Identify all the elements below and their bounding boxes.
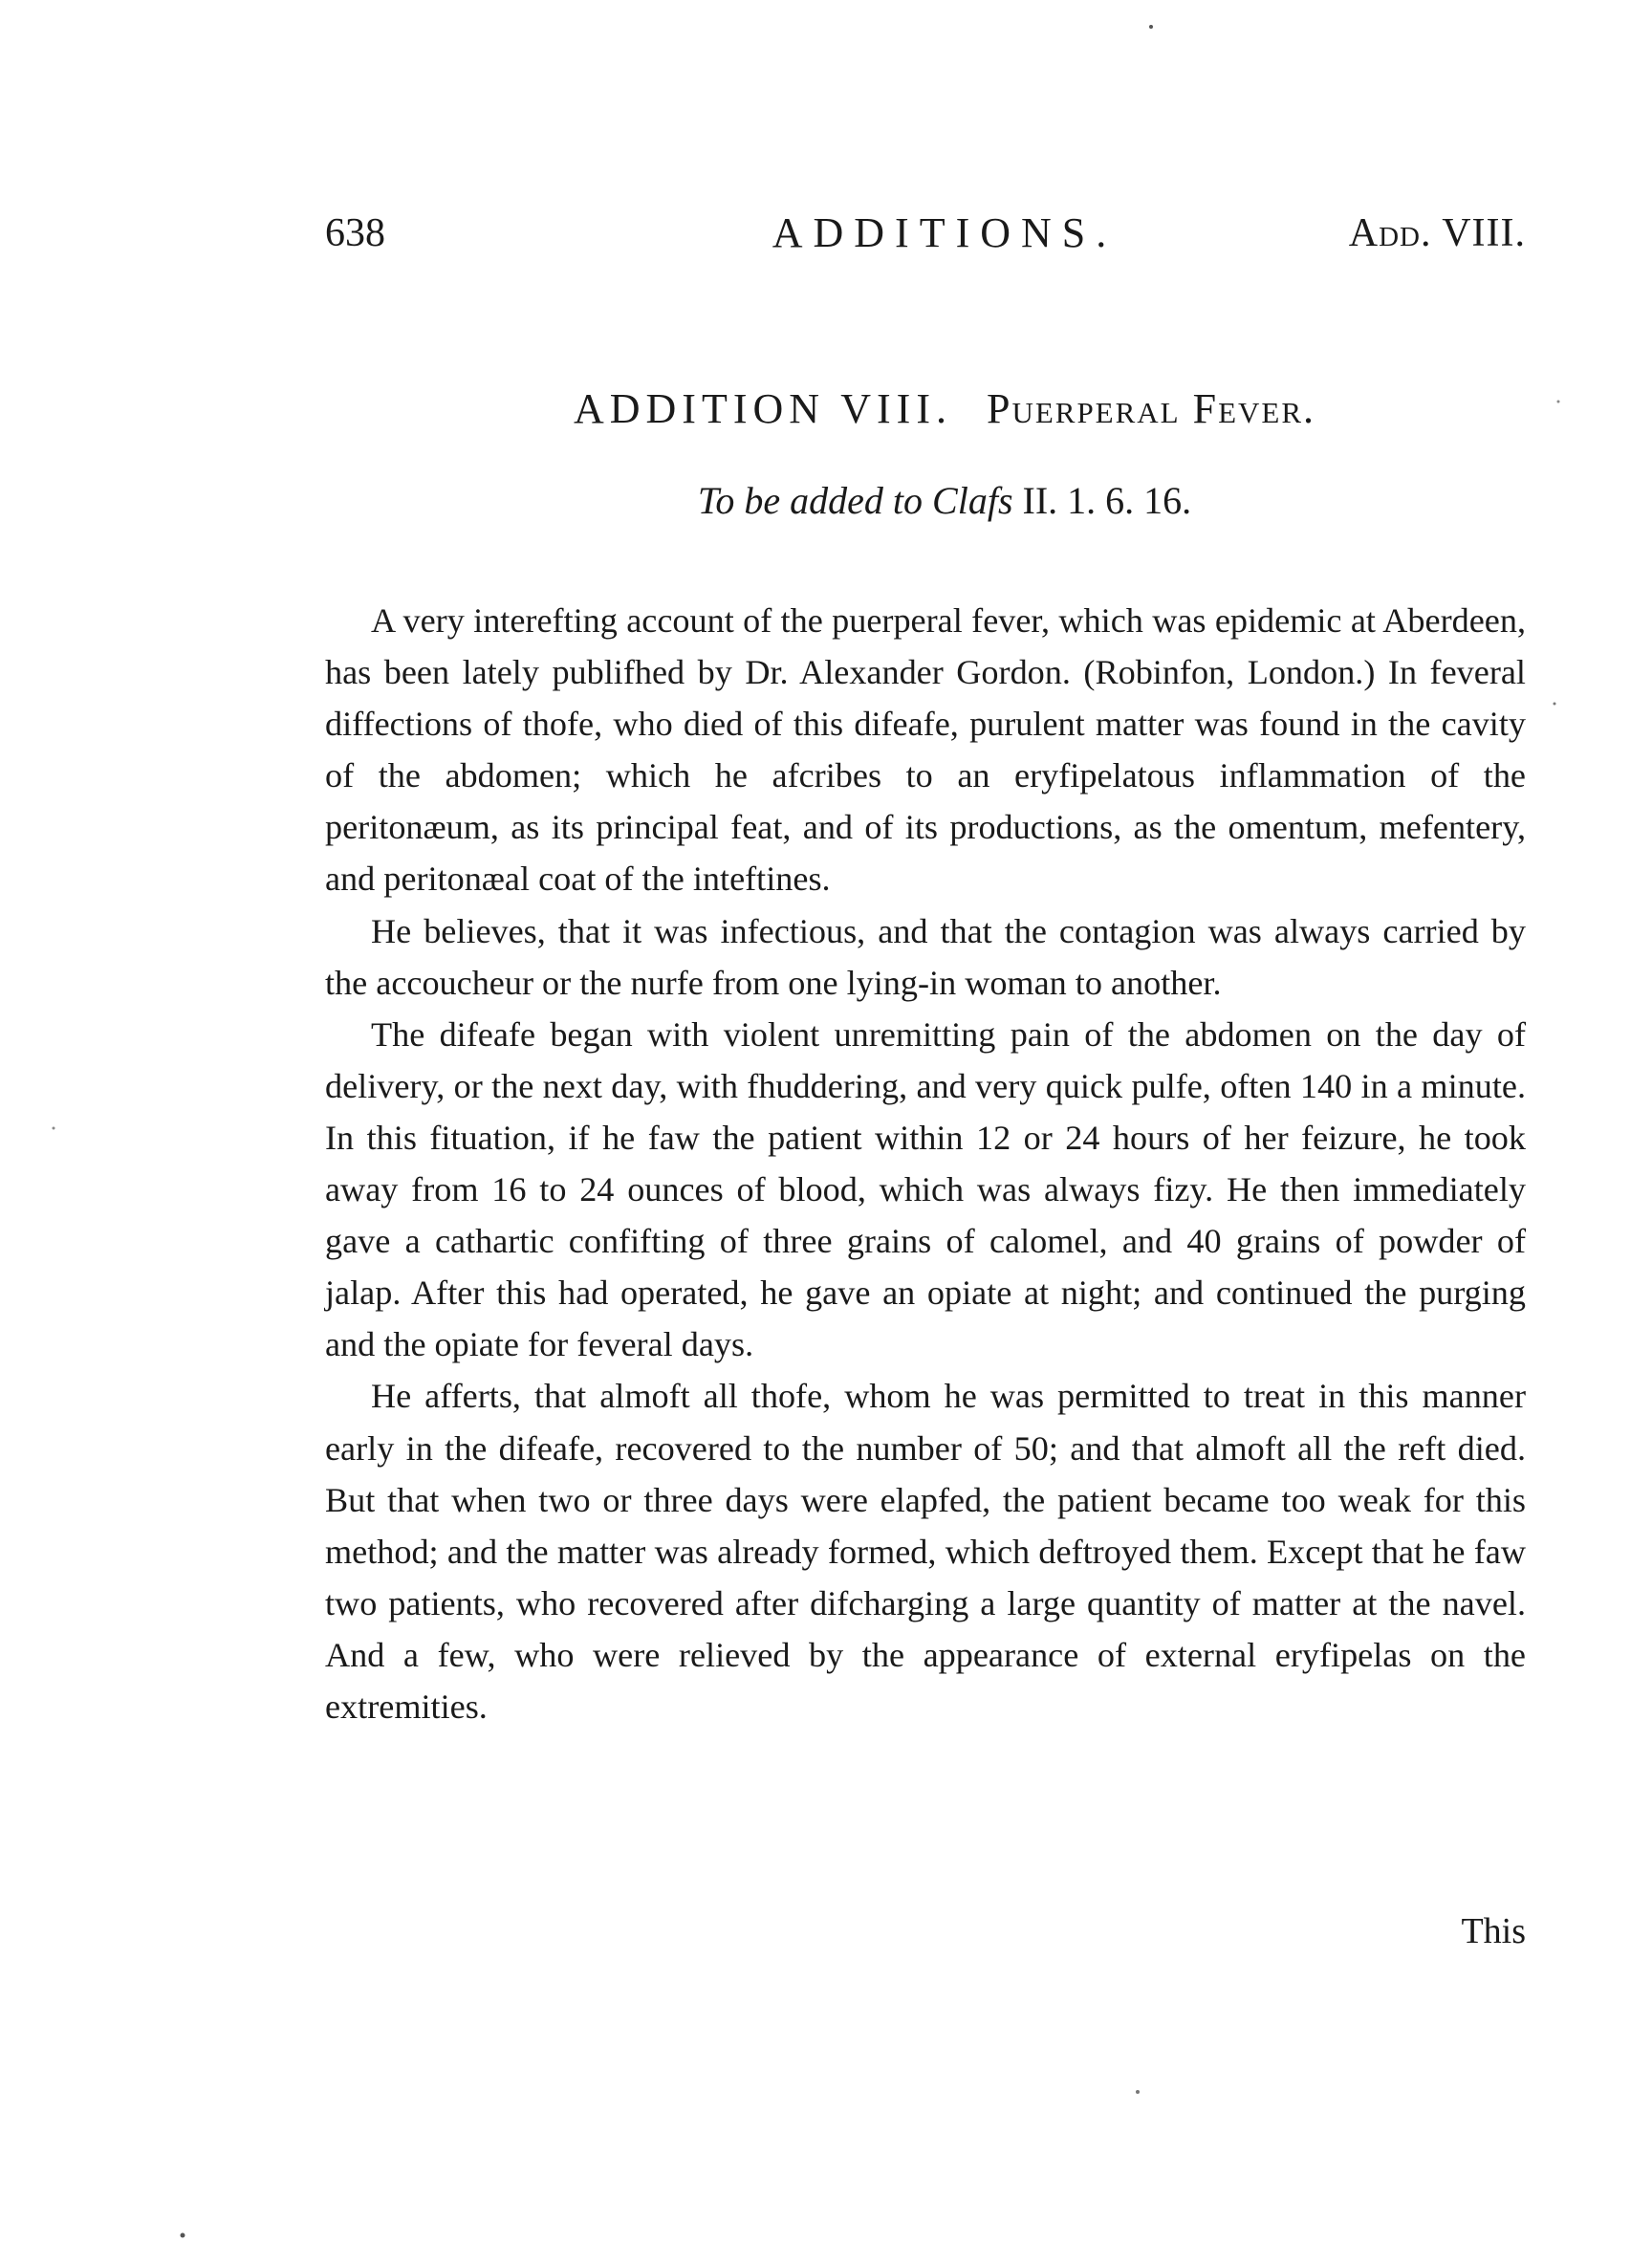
classification-reference-number: II. 1. 6. 16. xyxy=(1012,479,1192,522)
paragraph-outcomes: He afferts, that almoft all thofe, whom he was permitted to treat in this manner early in the difeafe, recovered to the number of 50; and that almoft all the reft died. But that when two or three days were elapfed, the patient became too weak for this method; and the matter was already formed, which deftroyed them. Except that he faw two patients, who recovered after difcharging a large quantity of matter at the navel. And a few, who were relieved by the appearance of external eryfipelas on the extremities. xyxy=(325,1377,1526,1726)
page-number: 638 xyxy=(325,211,385,255)
running-head xyxy=(325,205,1526,262)
addition-heading-number: ADDITION VIII. xyxy=(573,385,952,432)
body-text xyxy=(325,595,1526,1732)
paragraph-treatment: The difeafe began with violent unremitting pain of the abdomen on the day of delivery, or the next day, with fhuddering, and very quick pulfe, often 140 in a minute. In this fituation, if he faw the patient within 12 or 24 hours of her feizure, he took away from 16 to 24 ounces of blood, which was always fizy. He then immediately gave a cathartic confifting of three grains of calomel, and 40 grains of powder of jalap. After this had operated, he gave an opiate at night; and continued the purging and the opiate for feveral days. xyxy=(325,1014,1526,1364)
classification-reference-italic: To be added to Clafs xyxy=(697,479,1013,522)
classification-reference xyxy=(325,472,1526,530)
addition-heading-subject: Puerperal Fever. xyxy=(986,385,1316,432)
paragraph-gordon-account: A very interefting account of the puerperal fever, which was epidemic at Aberdeen, has been lately publifhed by Dr. Alexander Gordon. (Robinfon, London.) In feveral diffections of thofe, who died of this difeafe, purulent matter was found in the cavity of the abdomen; which he afcribes to an eryfipelatous inflammation of the peritonæum, as its principal feat, and of its productions, as the omentum, mefentery, and peritonæal coat of the inteftines. xyxy=(325,601,1526,899)
speck xyxy=(1149,25,1153,29)
paragraph-contagion: He believes, that it was infectious, and that the contagion was always carried by the accoucheur or the nurfe from one lying-in woman to another. xyxy=(325,911,1526,1002)
speck xyxy=(181,2233,185,2238)
speck xyxy=(1136,2090,1140,2094)
speck xyxy=(1557,401,1560,403)
speck xyxy=(53,1127,55,1130)
running-title: ADDITIONS. xyxy=(772,209,1118,256)
addition-heading xyxy=(325,379,1526,440)
catchword: This xyxy=(1461,1911,1526,1951)
running-section: Add. VIII. xyxy=(1348,211,1526,255)
speck xyxy=(1554,703,1556,706)
